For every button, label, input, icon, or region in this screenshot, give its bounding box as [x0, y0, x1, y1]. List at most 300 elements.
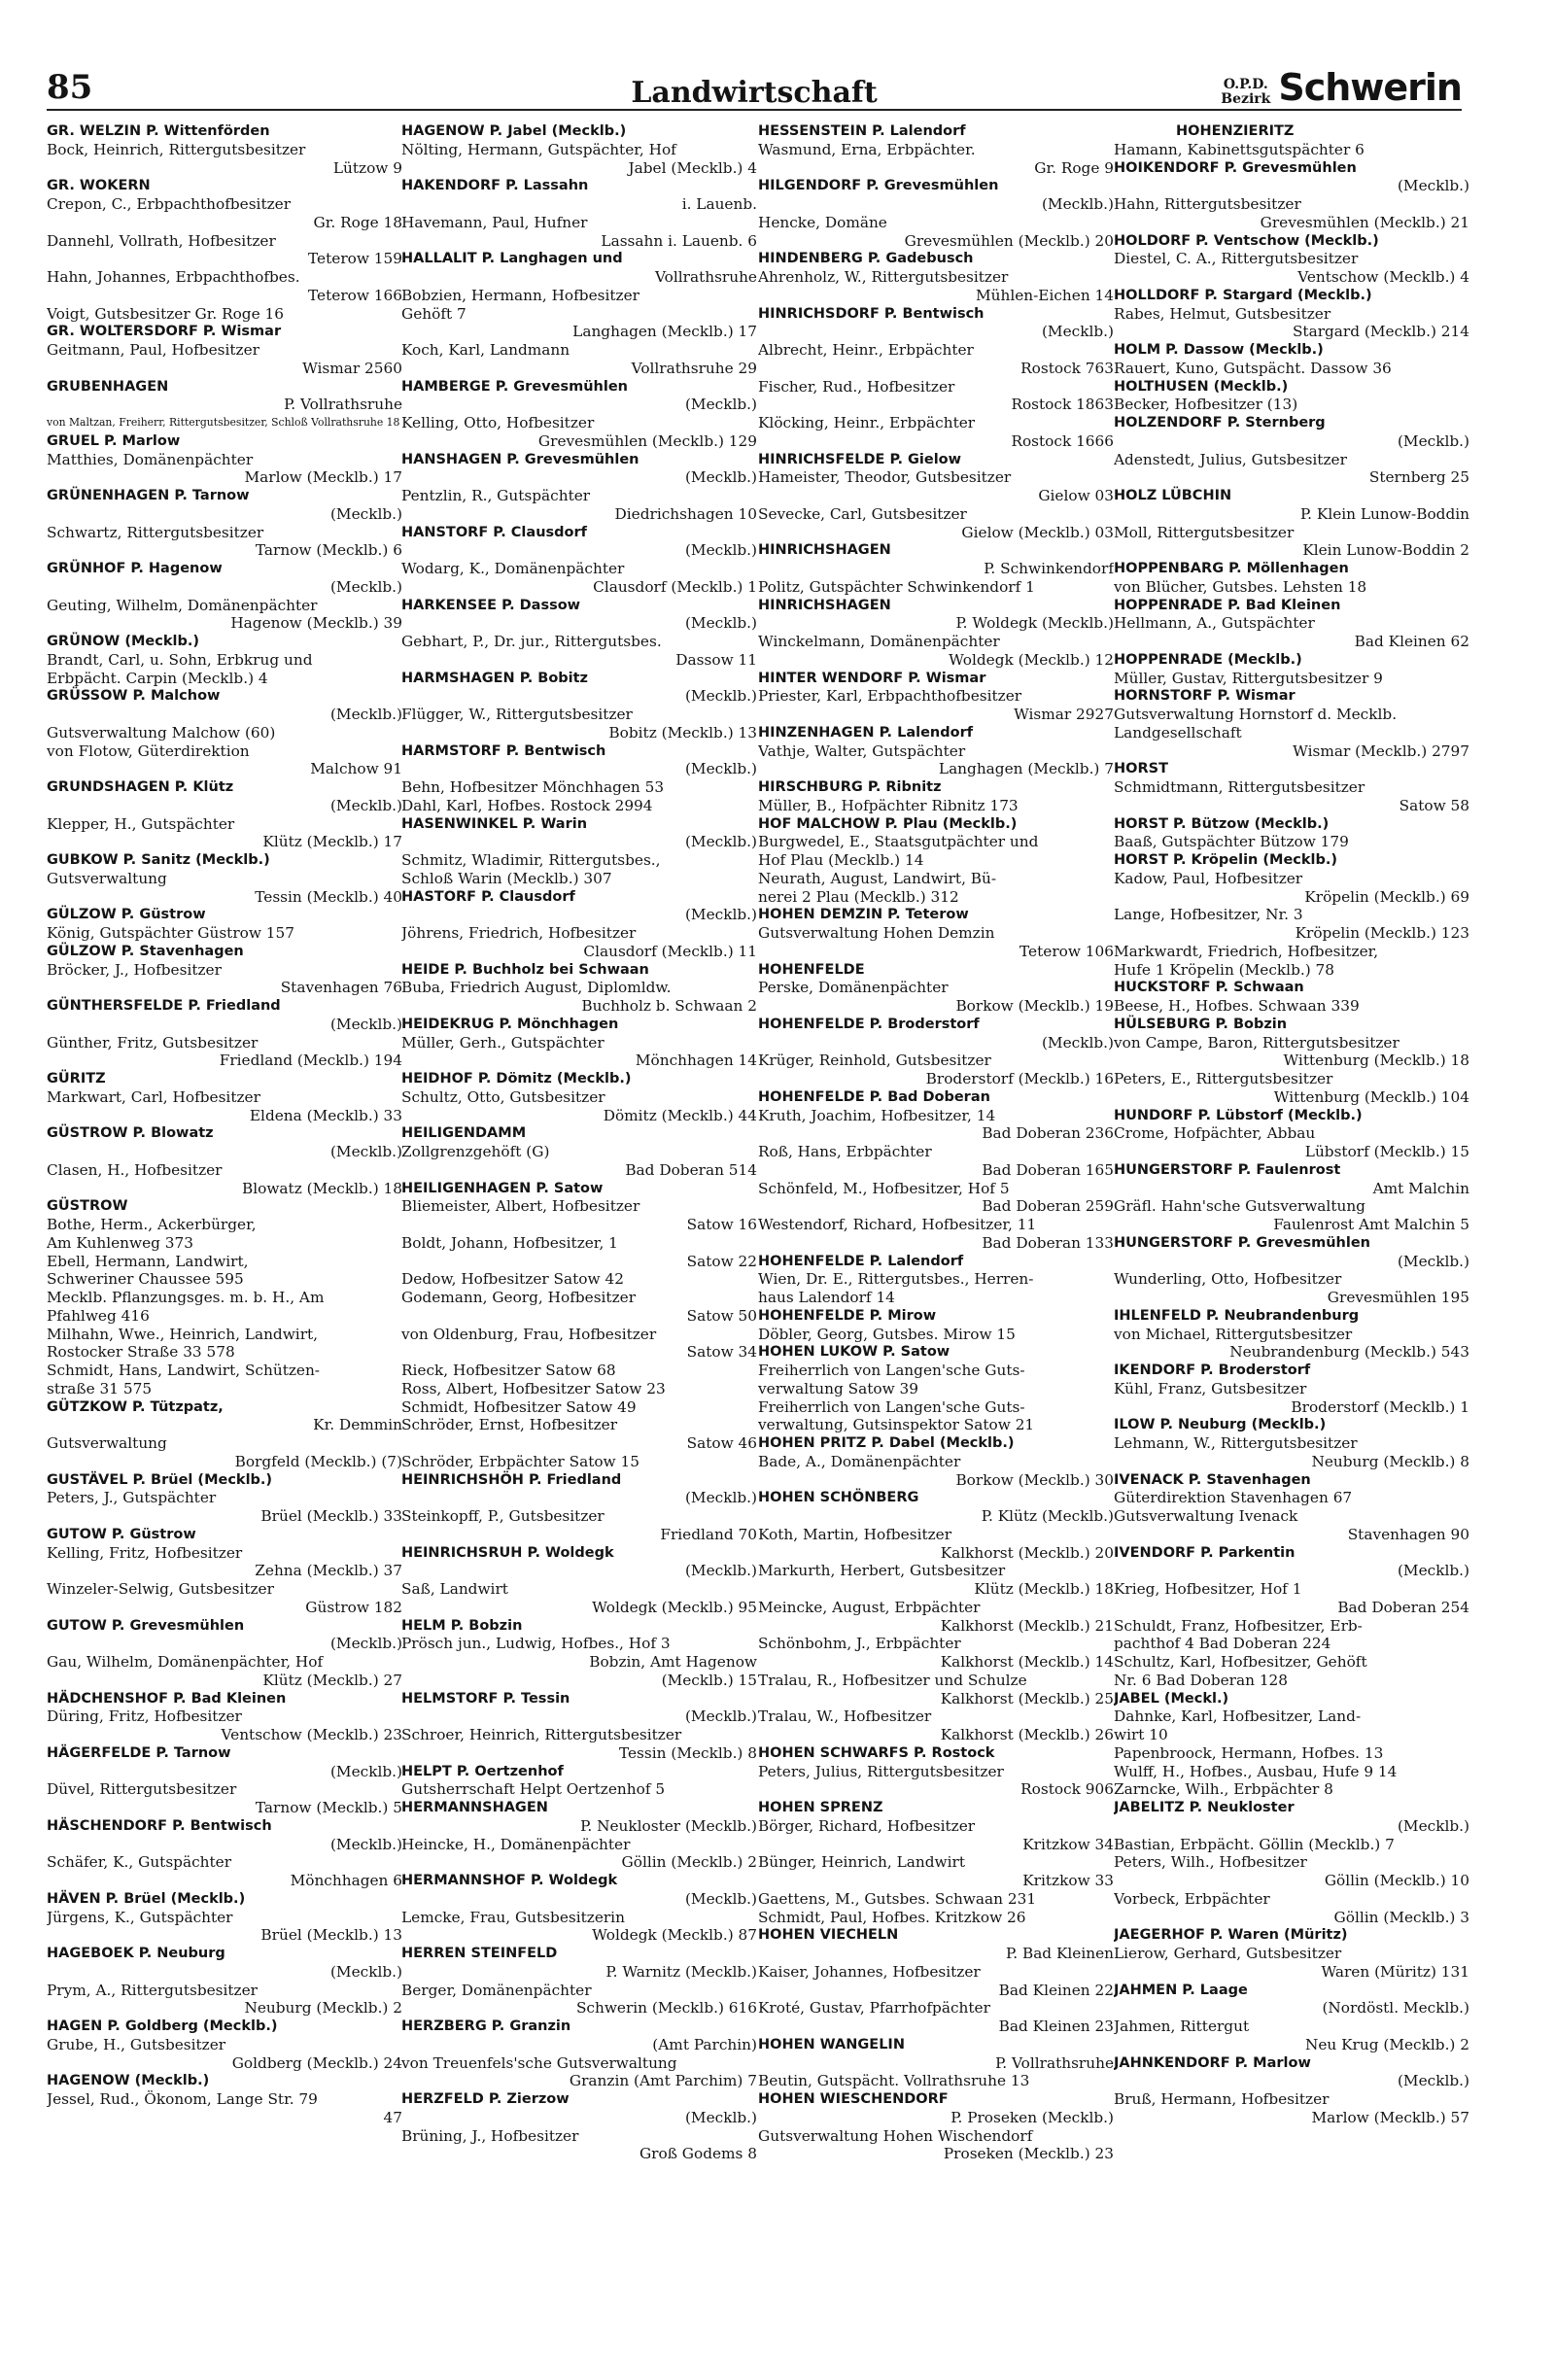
entry-location-line: Clausdorf (Mecklb.) 1 — [593, 577, 757, 596]
entry-line: Brandt, Carl, u. Sohn, Erbkrug und — [47, 650, 313, 669]
entry-location-line: Borkow (Mecklb.) 19 — [955, 997, 1114, 1015]
entry-line: Sevecke, Carl, Gutsbesitzer — [758, 504, 967, 523]
entry-line: Tralau, W., Hofbesitzer — [758, 1707, 932, 1726]
directory-column-4 — [1114, 122, 1469, 2363]
place-heading: HUNGERSTORF P. Faulenrost — [1114, 1161, 1341, 1178]
entry-line: Prym, A., Rittergutsbesitzer — [47, 1981, 258, 1999]
place-heading: HOHENFELDE P. Bad Doberan — [758, 1088, 990, 1105]
entry-line: Günther, Fritz, Gutsbesitzer — [47, 1033, 259, 1052]
entry-line: Bliemeister, Albert, Hofbesitzer — [401, 1197, 640, 1216]
entry-location-line: Gielow (Mecklb.) 03 — [961, 523, 1114, 541]
entry-line: Jürgens, K., Gutspächter — [47, 1908, 233, 1926]
entry-line: Hellmann, A., Gutspächter — [1114, 614, 1315, 633]
district-label — [1221, 78, 1270, 109]
place-heading: GÜSTROW — [47, 1198, 128, 1215]
entry-location-line: Klütz (Mecklb.) 18 — [974, 1580, 1114, 1598]
entry-line: Gutsverwaltung — [47, 1434, 167, 1452]
entry-line: pachthof 4 Bad Doberan 224 — [1114, 1635, 1331, 1653]
entry-line: wirt 10 — [1114, 1726, 1168, 1743]
entry-line: Kelling, Fritz, Hofbesitzer — [47, 1543, 243, 1562]
entry-line: Rieck, Hofbesitzer Satow 68 — [401, 1362, 616, 1379]
entry-line: Bruß, Hermann, Hofbesitzer — [1114, 2090, 1330, 2108]
entry-line: Lehmann, W., Rittergutsbesitzer — [1114, 1434, 1358, 1452]
place-heading: HOHENFELDE P. Broderstorf — [758, 1016, 980, 1032]
place-heading: HOLTHUSEN (Mecklb.) — [1114, 378, 1289, 395]
entry-location-line: Mönchhagen 14 — [635, 1052, 757, 1070]
entry-location-line: P. Proseken (Mecklb.) — [950, 2108, 1114, 2126]
entry-location-line: Kr. Demmin — [313, 1416, 402, 1434]
entry-line: Havemann, Paul, Hufner — [401, 213, 588, 231]
entry-line: Beese, H., Hofbes. Schwaan 339 — [1114, 997, 1360, 1015]
entry-location-line: P. Schwinkendorf — [984, 560, 1114, 577]
entry-line: Vathje, Walter, Gutspächter — [758, 742, 966, 760]
entry-line: König, Gutspächter Güstrow 157 — [47, 924, 295, 942]
entry-location-line: (Mecklb.) — [329, 796, 402, 814]
place-heading: JAEGERHOF P. Waren (Müritz) — [1114, 1927, 1348, 1944]
place-heading: JABELITZ P. Neukloster — [1114, 1800, 1295, 1815]
entry-location-line: Wismar 2560 — [302, 359, 402, 377]
entry-line: Schmidt, Paul, Hofbes. Kritzkow 26 — [758, 1908, 1026, 1926]
place-heading: HAMBERGE P. Grevesmühlen — [401, 378, 628, 395]
entry-line: Schloß Warin (Mecklb.) 307 — [401, 869, 612, 887]
place-heading: HERZFELD P. Zierzow — [401, 2091, 570, 2107]
place-heading: JABEL (Meckl.) — [1114, 1690, 1229, 1707]
place-heading: HORST — [1114, 761, 1168, 777]
place-heading: HALLALIT P. Langhagen und — [401, 251, 623, 267]
entry-line: Roß, Hans, Erbpächter — [758, 1143, 932, 1160]
entry-line: Baaß, Gutspächter Bützow 179 — [1114, 833, 1349, 851]
entry-line: Lemcke, Frau, Gutsbesitzerin — [401, 1908, 625, 1926]
entry-line: Mecklb. Pflanzungsges. m. b. H., Am — [47, 1289, 325, 1306]
entry-location-line: (Mecklb.) — [684, 1562, 757, 1580]
entry-location-line: (Mecklb.) — [329, 1835, 402, 1853]
entry-location-line: Gielow 03 — [1038, 487, 1114, 504]
place-heading: HEILIGENHAGEN P. Satow — [401, 1180, 604, 1196]
place-heading: HEIDE P. Buchholz bei Schwaan — [401, 961, 649, 978]
entry-line: Priester, Karl, Erbpachthofbesitzer — [758, 687, 1022, 706]
entry-line: Geitmann, Paul, Hofbesitzer — [47, 341, 259, 359]
place-heading: HOHEN SCHWARFS P. Rostock — [758, 1744, 995, 1761]
entry-line: von Maltzan, Freiherr, Rittergutsbesitzer, Schloß Vollrathsruhe 18 — [47, 416, 400, 429]
entry-line: Müller, Gerh., Gutspächter — [401, 1033, 605, 1052]
entry-location-line: (Mecklb.) — [1397, 1252, 1469, 1270]
entry-location-line: (Mecklb.) — [329, 1762, 402, 1780]
entry-location-line: Rostock 906 — [1020, 1780, 1114, 1799]
entry-location-line: Gr. Roge 18 — [313, 213, 402, 231]
entry-line: Gutsverwaltung Malchow (60) — [47, 723, 276, 742]
entry-location-line: (Mecklb.) — [684, 468, 757, 487]
place-heading: HEIDEKRUG P. Mönchhagen — [401, 1016, 619, 1032]
entry-line: Gutsverwaltung Hornstorf d. Mecklb. — [1114, 706, 1398, 723]
entry-line: Krüger, Reinhold, Gutsbesitzer — [758, 1052, 991, 1070]
entry-location-line: Teterow 159 — [308, 250, 402, 268]
place-heading: JAHMEN P. Laage — [1114, 1982, 1248, 1998]
entry-location-line: Neubrandenburg (Mecklb.) 543 — [1229, 1343, 1469, 1362]
place-heading: HARMSHAGEN P. Bobitz — [401, 670, 588, 686]
entry-location-line: (Mecklb.) — [1397, 2072, 1469, 2090]
entry-line: Kroté, Gustav, Pfarrhofpächter — [758, 1999, 990, 2018]
entry-location-line: Bad Doberan 254 — [1337, 1598, 1469, 1616]
place-heading: GÜSTROW P. Blowatz — [47, 1125, 214, 1142]
place-heading: GÜRITZ — [47, 1071, 106, 1087]
entry-line: Pfahlweg 416 — [47, 1306, 150, 1325]
entry-line: Schultz, Otto, Gutsbesitzer — [401, 1087, 605, 1106]
entry-location-line: Marlow (Mecklb.) 57 — [1311, 2108, 1469, 2126]
entry-line: Fischer, Rud., Hofbesitzer — [758, 377, 955, 396]
entry-location-line: Satow 58 — [1399, 796, 1469, 814]
entry-location-line: Satow 46 — [686, 1434, 757, 1452]
entry-line: Milhahn, Wwe., Heinrich, Landwirt, — [47, 1325, 319, 1343]
entry-location-line: Wittenburg (Mecklb.) 18 — [1283, 1052, 1469, 1070]
place-heading: HOHEN PRITZ P. Dabel (Mecklb.) — [758, 1435, 1015, 1451]
entry-location-line: Brüel (Mecklb.) 13 — [260, 1926, 402, 1945]
place-heading: HOHEN WANGELIN — [758, 2036, 905, 2052]
entry-line: Perske, Domänenpächter — [758, 979, 949, 997]
entry-line: Am Kuhlenweg 373 — [47, 1233, 194, 1252]
entry-location-line: P. Vollrathsruhe — [284, 396, 402, 414]
entry-line: Lierow, Gerhard, Gutsbesitzer — [1114, 1945, 1342, 1962]
entry-location-line: Jabel (Mecklb.) 4 — [628, 158, 757, 177]
place-heading: HERZBERG P. Granzin — [401, 2018, 571, 2034]
entry-location-line: Klein Lunow-Boddin 2 — [1302, 541, 1469, 560]
entry-location-line: Tessin (Mecklb.) 8 — [618, 1743, 757, 1762]
entry-line: Hencke, Domäne — [758, 213, 887, 231]
place-heading: HOHENFELDE P. Mirow — [758, 1307, 937, 1324]
entry-line: Kelling, Otto, Hofbesitzer — [401, 414, 595, 431]
place-heading: GUSTÄVEL P. Brüel (Mecklb.) — [47, 1471, 273, 1488]
entry-line: Schuldt, Franz, Hofbesitzer, Erb- — [1114, 1616, 1363, 1635]
entry-location-line: Mühlen-Eichen 14 — [975, 286, 1114, 304]
entry-line: von Campe, Baron, Rittergutsbesitzer — [1114, 1033, 1400, 1052]
entry-line: Müller, B., Hofpächter Ribnitz 173 — [758, 796, 1019, 814]
place-heading: HINRICHSHAGEN — [758, 597, 891, 613]
entry-line: Gehöft 7 — [401, 304, 466, 323]
entry-location-line: Bad Doberan 165 — [982, 1160, 1114, 1179]
entry-line: Gutsherrschaft Helpt Oertzenhof 5 — [401, 1780, 666, 1799]
entry-location-line: Friedland (Mecklb.) 194 — [219, 1052, 402, 1070]
place-heading: HOF MALCHOW P. Plau (Mecklb.) — [758, 815, 1018, 832]
entry-line: Peters, Wilh., Hofbesitzer — [1114, 1853, 1307, 1872]
entry-location-line: (Mecklb.) — [329, 1635, 402, 1653]
entry-line: Berger, Domänenpächter — [401, 1981, 592, 1999]
place-heading: HOPPENRADE P. Bad Kleinen — [1114, 597, 1341, 613]
entry-location-line: (Mecklb.) — [329, 1962, 402, 1981]
place-heading: HERMANNSHOF P. Woldegk — [401, 1873, 618, 1888]
entry-location-line: Sternberg 25 — [1368, 468, 1469, 487]
entry-location-line: P. Bad Kleinen — [1006, 1945, 1114, 1962]
entry-location-line: Teterow 166 — [308, 286, 402, 304]
entry-line: Rauert, Kuno, Gutspächt. Dassow 36 — [1114, 359, 1392, 377]
entry-line: Diestel, C. A., Rittergutsbesitzer — [1114, 250, 1359, 268]
entry-line: Schönfeld, M., Hofbesitzer, Hof 5 — [758, 1179, 1010, 1197]
place-heading: HUCKSTORF P. Schwaan — [1114, 980, 1304, 996]
entry-line: Markurth, Herbert, Gutsbesitzer — [758, 1562, 1006, 1580]
entry-line: Schweriner Chaussee 595 — [47, 1270, 244, 1289]
entry-location-line: Rostock 763 — [1020, 359, 1114, 377]
entry-line: Ebell, Hermann, Landwirt, — [47, 1252, 249, 1270]
entry-line: Schönbohm, J., Erbpächter — [758, 1635, 961, 1653]
entry-location-line: 47 — [383, 2108, 402, 2126]
entry-location-line: Granzin (Amt Parchim) 7 — [569, 2072, 757, 2090]
entry-line: Albrecht, Heinr., Erbpächter — [758, 341, 974, 359]
place-heading: HOLM P. Dassow (Mecklb.) — [1114, 342, 1324, 358]
place-heading: IVENACK P. Stavenhagen — [1114, 1471, 1311, 1488]
entry-location-line: Goldberg (Mecklb.) 24 — [231, 2053, 402, 2072]
entry-location-line: Stavenhagen 90 — [1347, 1525, 1469, 1543]
entry-line: Wulff, H., Hofbes., Ausbau, Hufe 9 14 — [1114, 1762, 1398, 1780]
entry-line: Jahmen, Rittergut — [1114, 2018, 1250, 2035]
entry-line: Hof Plau (Mecklb.) 14 — [758, 851, 924, 869]
entry-location-line: Bad Kleinen 22 — [998, 1981, 1114, 1999]
place-heading: GR. WELZIN P. Wittenförden — [47, 123, 270, 139]
entry-location-line: i. Lauenb. — [681, 195, 757, 213]
entry-line: Rabes, Helmut, Gutsbesitzer — [1114, 304, 1331, 323]
entry-line: Kadow, Paul, Hofbesitzer — [1114, 869, 1303, 887]
entry-line: Boldt, Johann, Hofbesitzer, 1 — [401, 1233, 618, 1252]
entry-line: Voigt, Gutsbesitzer Gr. Roge 16 — [47, 304, 284, 323]
entry-location-line: (Mecklb.) — [329, 1143, 402, 1160]
entry-line: Markwardt, Friedrich, Hofbesitzer, — [1114, 942, 1379, 960]
entry-location-line: (Mecklb.) — [329, 1015, 402, 1033]
entry-line: Gutsverwaltung — [47, 869, 167, 887]
entry-line: Moll, Rittergutsbesitzer — [1114, 523, 1295, 541]
entry-line: Hufe 1 Kröpelin (Mecklb.) 78 — [1114, 960, 1335, 979]
entry-location-line: Blowatz (Mecklb.) 18 — [242, 1179, 402, 1197]
entry-line: Hahn, Rittergutsbesitzer — [1114, 195, 1301, 213]
place-heading: HOHENZIERITZ — [1176, 123, 1295, 139]
entry-line: Gau, Wilhelm, Domänenpächter, Hof — [47, 1653, 324, 1671]
entry-line: Schultz, Karl, Hofbesitzer, Gehöft — [1114, 1653, 1367, 1671]
entry-line: Müller, Gustav, Rittergutsbesitzer 9 — [1114, 669, 1383, 687]
place-heading: HÄGERFELDE P. Tarnow — [47, 1744, 231, 1761]
entry-line: Gaettens, M., Gutsbes. Schwaan 231 — [758, 1889, 1037, 1908]
entry-location-line: Satow 22 — [686, 1252, 757, 1270]
entry-location-line: (Mecklb.) — [329, 577, 402, 596]
place-heading: GR. WOLTERSDORF P. Wismar — [47, 324, 282, 340]
place-heading: HUNGERSTORF P. Grevesmühlen — [1114, 1234, 1371, 1251]
entry-location-line: (Mecklb.) — [684, 833, 757, 851]
entry-line: von Treuenfels'sche Gutsverwaltung — [401, 2053, 677, 2072]
entry-location-line: Schwerin (Mecklb.) 616 — [575, 1999, 757, 2018]
entry-location-line: Dassow 11 — [675, 650, 757, 669]
entry-location-line: Kalkhorst (Mecklb.) 25 — [940, 1689, 1114, 1707]
entry-line: Schmidt, Hofbesitzer Satow 49 — [401, 1397, 637, 1416]
place-heading: HASTORF P. Clausdorf — [401, 888, 575, 905]
entry-line: Bobzien, Hermann, Hofbesitzer — [401, 286, 639, 304]
entry-location-line: (Mecklb.) — [684, 1707, 757, 1726]
entry-location-line: Kalkhorst (Mecklb.) 14 — [940, 1653, 1114, 1671]
page-header — [47, 66, 1462, 111]
entry-location-line: Langhagen (Mecklb.) 7 — [938, 760, 1114, 778]
entry-line: Jessel, Rud., Ökonom, Lange Str. 79 — [47, 2090, 318, 2108]
entry-line: Peters, J., Gutspächter — [47, 1489, 217, 1507]
entry-line: Steinkopff, P., Gutsbesitzer — [401, 1507, 605, 1525]
place-heading: GÜNTHERSFELDE P. Friedland — [47, 998, 281, 1014]
entry-location-line: Satow 50 — [686, 1306, 757, 1325]
entry-line: Vorbeck, Erbpächter — [1114, 1889, 1270, 1908]
entry-line: Politz, Gutspächter Schwinkendorf 1 — [758, 577, 1035, 596]
place-heading: HAGEBOEK P. Neuburg — [47, 1946, 225, 1961]
entry-location-line: Brüel (Mecklb.) 33 — [260, 1507, 402, 1525]
entry-location-line: Rostock 1863 — [1011, 396, 1114, 414]
entry-location-line: Göllin (Mecklb.) 10 — [1324, 1872, 1469, 1889]
entry-location-line: Wittenburg (Mecklb.) 104 — [1273, 1087, 1469, 1106]
entry-location-line: Grevesmühlen (Mecklb.) 129 — [537, 431, 757, 450]
entry-location-line: Neuburg (Mecklb.) 8 — [1311, 1452, 1469, 1470]
entry-location-line: Waren (Müritz) 131 — [1321, 1962, 1469, 1981]
place-heading: HORST P. Bützow (Mecklb.) — [1114, 815, 1330, 832]
entry-location-line: P. Woldegk (Mecklb.) — [955, 614, 1114, 633]
place-heading: GRUBENHAGEN — [47, 378, 169, 395]
entry-line: Düvel, Rittergutsbesitzer — [47, 1780, 237, 1799]
district-word: Bezirk — [1221, 91, 1271, 107]
place-heading: GRUNDSHAGEN P. Klütz — [47, 779, 234, 795]
entry-line: Klepper, H., Gutspächter — [47, 814, 235, 833]
entry-location-line: (Mecklb.) — [684, 1889, 757, 1908]
entry-line: Schmitz, Wladimir, Rittergutsbes., — [401, 851, 661, 869]
entry-line: Wasmund, Erna, Erbpächter. — [758, 140, 976, 158]
entry-location-line: Lübstorf (Mecklb.) 15 — [1304, 1143, 1469, 1160]
place-heading: HINTER WENDORF P. Wismar — [758, 670, 986, 686]
place-heading: HANSHAGEN P. Grevesmühlen — [401, 451, 639, 467]
entry-line: nerei 2 Plau (Mecklb.) 312 — [758, 887, 959, 906]
place-heading: HARMSTORF P. Bentwisch — [401, 742, 606, 759]
entry-location-line: (Mecklb.) — [1397, 177, 1469, 195]
entry-line: Peters, Julius, Rittergutsbesitzer — [758, 1762, 1004, 1780]
place-heading: HAKENDORF P. Lassahn — [401, 178, 589, 194]
entry-line: Gutsverwaltung Ivenack — [1114, 1507, 1298, 1525]
entry-location-line: Wismar (Mecklb.) 2797 — [1293, 742, 1469, 760]
entry-location-line: Hagenow (Mecklb.) 39 — [230, 614, 402, 633]
entry-location-line: Borkow (Mecklb.) 30 — [955, 1470, 1114, 1489]
entry-location-line: Neu Krug (Mecklb.) 2 — [1304, 2035, 1469, 2053]
place-heading: HANSTORF P. Clausdorf — [401, 524, 587, 540]
entry-line: Geuting, Wilhelm, Domänenpächter — [47, 596, 318, 614]
entry-line: von Flotow, Güterdirektion — [47, 742, 250, 760]
entry-line: Koth, Martin, Hofbesitzer — [758, 1525, 952, 1543]
place-heading: HARKENSEE P. Dassow — [401, 597, 581, 613]
place-heading: GUTOW P. Güstrow — [47, 1526, 196, 1542]
entry-location-line: Bad Kleinen 23 — [998, 2018, 1114, 2035]
entry-line: Freiherrlich von Langen'sche Guts- — [758, 1397, 1025, 1416]
place-heading: HÜLSEBURG P. Bobzin — [1114, 1016, 1288, 1032]
place-heading: HOHEN SCHÖNBERG — [758, 1490, 919, 1506]
entry-line: Crepon, C., Erbpachthofbesitzer — [47, 195, 292, 213]
place-heading: JAHNKENDORF P. Marlow — [1114, 2054, 1311, 2071]
entry-line: Papenbroock, Hermann, Hofbes. 13 — [1114, 1743, 1384, 1762]
place-heading: GRUEL P. Marlow — [47, 432, 181, 449]
place-heading: HINRICHSFELDE P. Gielow — [758, 451, 962, 467]
entry-line: Brüning, J., Hofbesitzer — [401, 2126, 579, 2145]
entry-location-line: Stavenhagen 76 — [280, 979, 402, 997]
entry-line: Prösch jun., Ludwig, Hofbes., Hof 3 — [401, 1635, 671, 1653]
entry-location-line: Kalkhorst (Mecklb.) 20 — [940, 1543, 1114, 1562]
entry-location-line: Wismar 2927 — [1014, 706, 1114, 723]
entry-location-line: (Mecklb.) — [684, 1489, 757, 1507]
entry-location-line: Woldegk (Mecklb.) 12 — [949, 650, 1114, 669]
place-heading: HOHEN DEMZIN P. Teterow — [758, 907, 969, 923]
place-heading: GR. WOKERN — [47, 178, 151, 194]
entry-line: Schwartz, Rittergutsbesitzer — [47, 523, 264, 541]
entry-location-line: Teterow 106 — [1019, 942, 1114, 960]
place-heading: HOIKENDORF P. Grevesmühlen — [1114, 159, 1357, 176]
entry-line: Saß, Landwirt — [401, 1580, 508, 1598]
entry-location-line: (Mecklb.) — [329, 504, 402, 523]
entry-location-line: Langhagen (Mecklb.) 17 — [572, 323, 757, 341]
entry-location-line: Klütz (Mecklb.) 27 — [262, 1671, 402, 1689]
place-heading: GÜTZKOW P. Tützpatz, — [47, 1398, 224, 1415]
entry-location-line: (Mecklb.) — [1397, 1816, 1469, 1835]
entry-location-line: (Mecklb.) — [329, 706, 402, 723]
entry-location-line: Friedland 70 — [660, 1525, 757, 1543]
entry-location-line: Buchholz b. Schwaan 2 — [581, 997, 757, 1015]
entry-location-line: Mönchhagen 6 — [290, 1872, 402, 1889]
district-prefix: O.P.D. — [1223, 77, 1268, 92]
place-heading: HORNSTORF P. Wismar — [1114, 688, 1296, 705]
entry-line: Hahn, Johannes, Erbpachthofbes. — [47, 268, 300, 286]
entry-line: Zarncke, Wilh., Erbpächter 8 — [1114, 1780, 1333, 1799]
entry-line: Schmidtmann, Rittergutsbesitzer — [1114, 778, 1365, 796]
directory-column-1 — [47, 122, 402, 2363]
entry-line: Nr. 6 Bad Doberan 128 — [1114, 1671, 1289, 1689]
entry-location-line: Stargard (Mecklb.) 214 — [1292, 323, 1469, 341]
entry-location-line: (Mecklb.) — [1397, 1562, 1469, 1580]
place-heading: HUNDORF P. Lübstorf (Mecklb.) — [1114, 1107, 1363, 1123]
place-heading: HEILIGENDAMM — [401, 1125, 527, 1142]
entry-line: Becker, Hofbesitzer (13) — [1114, 396, 1298, 414]
entry-location-line: P. Warnitz (Mecklb.) — [605, 1962, 757, 1981]
entry-location-line: Borgfeld (Mecklb.) (7) — [234, 1452, 402, 1470]
entry-line: Börger, Richard, Hofbesitzer — [758, 1816, 976, 1835]
directory-column-2 — [401, 122, 757, 2363]
place-heading: HOPPENBARG P. Möllenhagen — [1114, 561, 1349, 576]
entry-location-line: Proseken (Mecklb.) 23 — [943, 2145, 1114, 2163]
entry-line: Bock, Heinrich, Rittergutsbesitzer — [47, 140, 306, 158]
entry-line: Winckelmann, Domänenpächter — [758, 633, 1000, 650]
place-heading: HERMANNSHAGEN — [401, 1800, 548, 1815]
entry-line: Matthies, Domänenpächter — [47, 450, 254, 468]
place-heading: HÄDCHENSHOF P. Bad Kleinen — [47, 1690, 287, 1707]
entry-line: von Michael, Rittergutsbesitzer — [1114, 1325, 1353, 1343]
entry-line: verwaltung, Gutsinspektor Satow 21 — [758, 1416, 1035, 1434]
page-title: Landwirtschaft — [631, 76, 878, 110]
entry-location-line: (Mecklb.) — [1041, 1033, 1114, 1052]
place-heading: GRÜNHOF P. Hagenow — [47, 561, 223, 576]
place-heading: HÄSCHENDORF P. Bentwisch — [47, 1817, 272, 1834]
entry-line: Dahnke, Karl, Hofbesitzer, Land- — [1114, 1707, 1362, 1726]
entry-line: Nölting, Hermann, Gutspächter, Hof — [401, 140, 676, 158]
place-heading: HAGENOW P. Jabel (Mecklb.) — [401, 123, 627, 139]
entry-location-line: Tarnow (Mecklb.) 5 — [255, 1799, 402, 1816]
entry-line: Wunderling, Otto, Hofbesitzer — [1114, 1270, 1342, 1289]
entry-line: Godemann, Georg, Hofbesitzer — [401, 1289, 637, 1306]
place-heading: HOHEN LUKOW P. Satow — [758, 1344, 950, 1361]
place-heading: GUTOW P. Grevesmühlen — [47, 1617, 245, 1634]
entry-line: Schroer, Heinrich, Rittergutsbesitzer — [401, 1726, 682, 1743]
entry-line: von Oldenburg, Frau, Hofbesitzer — [401, 1325, 657, 1343]
entry-location-line: Ventschow (Mecklb.) 23 — [221, 1726, 402, 1743]
place-heading: GRÜNOW (Mecklb.) — [47, 634, 199, 649]
entry-location-line: Kröpelin (Mecklb.) 69 — [1304, 887, 1469, 906]
entry-location-line: (Mecklb.) — [684, 614, 757, 633]
entry-location-line: (Mecklb.) — [684, 760, 757, 778]
entry-location-line: Bad Doberan 514 — [625, 1160, 757, 1179]
entry-location-line: Ventschow (Mecklb.) 4 — [1297, 268, 1469, 286]
entry-line: Bünger, Heinrich, Landwirt — [758, 1853, 965, 1872]
entry-line: Kruth, Joachim, Hofbesitzer, 14 — [758, 1106, 996, 1124]
entry-line: Ross, Albert, Hofbesitzer Satow 23 — [401, 1379, 666, 1397]
place-heading: IHLENFELD P. Neubrandenburg — [1114, 1307, 1360, 1324]
